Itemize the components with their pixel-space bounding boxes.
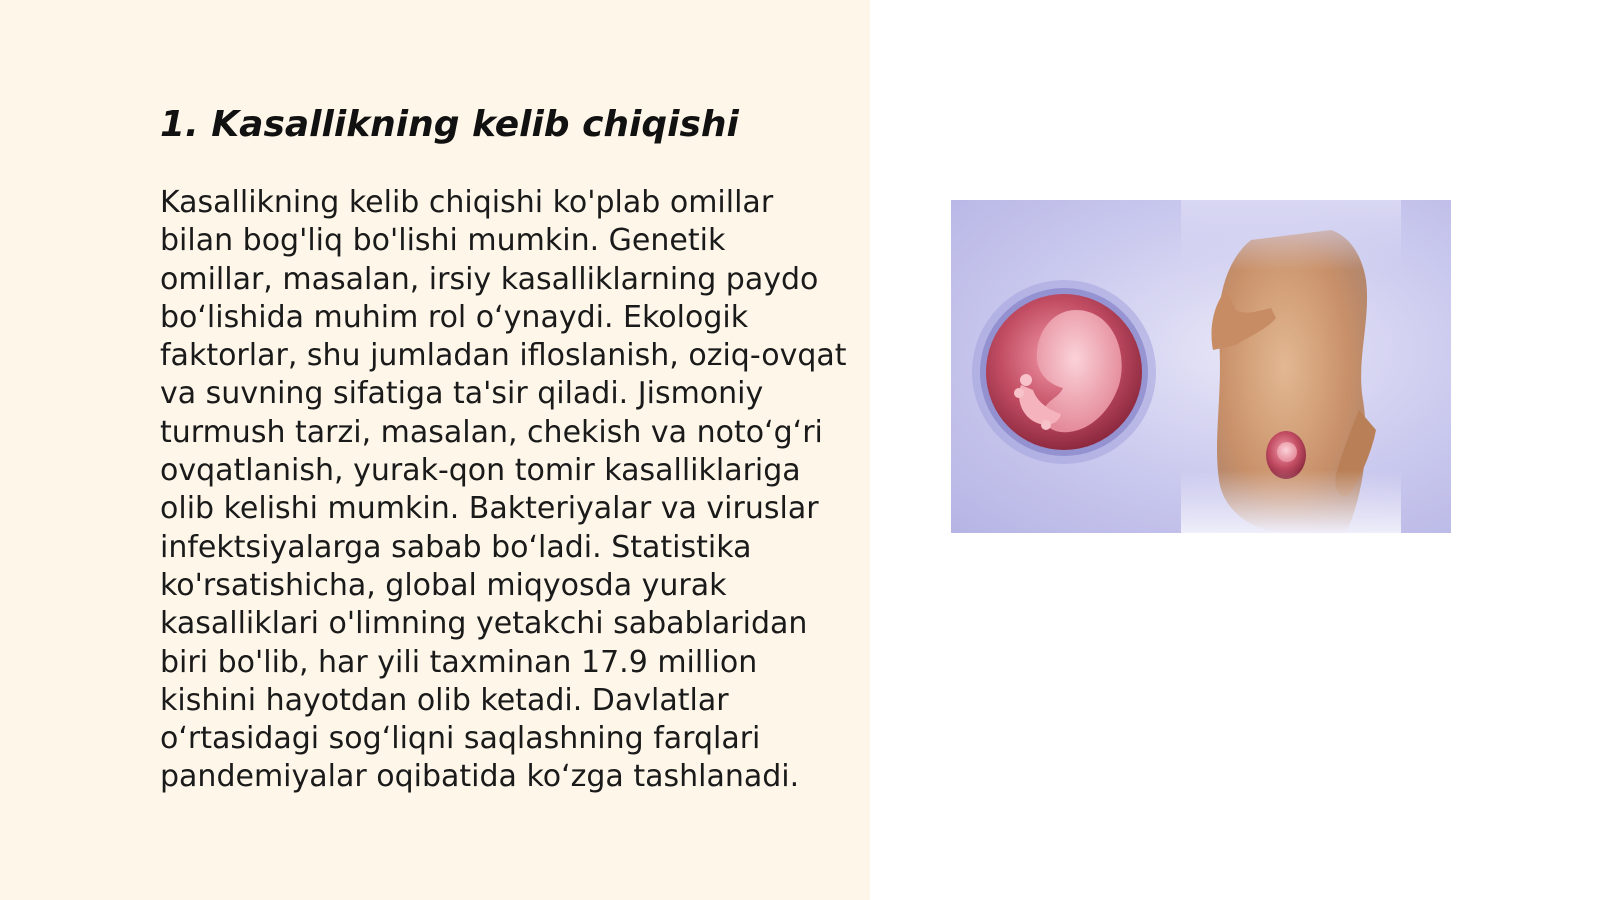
body-line: faktorlar, shu jumladan ifloslanish, oziq-ovqat xyxy=(160,338,847,374)
body-line: infektsiyalarga sabab boʻladi. Statistika xyxy=(160,529,752,565)
slide-body xyxy=(160,184,860,797)
illustration-graphic xyxy=(951,200,1451,533)
body-line: oʻrtasidagi sogʻliqni saqlashning farqlari xyxy=(160,721,761,757)
body-line: pandemiyalar oqibatida koʻzga tashlanadi. xyxy=(160,759,800,795)
slide-title: 1. Kasallikning kelib chiqishi xyxy=(160,104,739,145)
womb-inset-circle xyxy=(972,280,1156,464)
body-line: omillar, masalan, irsiy kasalliklarning paydo xyxy=(160,261,819,297)
body-line: ko'rsatishicha, global miqyosda yurak xyxy=(160,567,727,603)
body-line: kasalliklari o'limning yetakchi sabablaridan xyxy=(160,606,808,642)
fetus-pregnancy-illustration xyxy=(951,200,1451,533)
body-line: biri bo'lib, har yili taxminan 17.9 million xyxy=(160,644,758,680)
body-line: va suvning sifatiga ta'sir qiladi. Jismoniy xyxy=(160,376,764,412)
body-line: turmush tarzi, masalan, chekish va notoʻgʻri xyxy=(160,414,823,450)
body-line: bilan bog'liq bo'lishi mumkin. Genetik xyxy=(160,223,726,259)
body-line: boʻlishida muhim rol oʻynaydi. Ekologik xyxy=(160,299,749,335)
body-line: olib kelishi mumkin. Bakteriyalar va viruslar xyxy=(160,491,819,527)
body-line: kishini hayotdan olib ketadi. Davlatlar xyxy=(160,682,729,718)
body-line: Kasallikning kelib chiqishi ko'plab omillar xyxy=(160,185,774,220)
body-line: ovqatlanish, yurak-qon tomir kasalliklariga xyxy=(160,453,801,489)
